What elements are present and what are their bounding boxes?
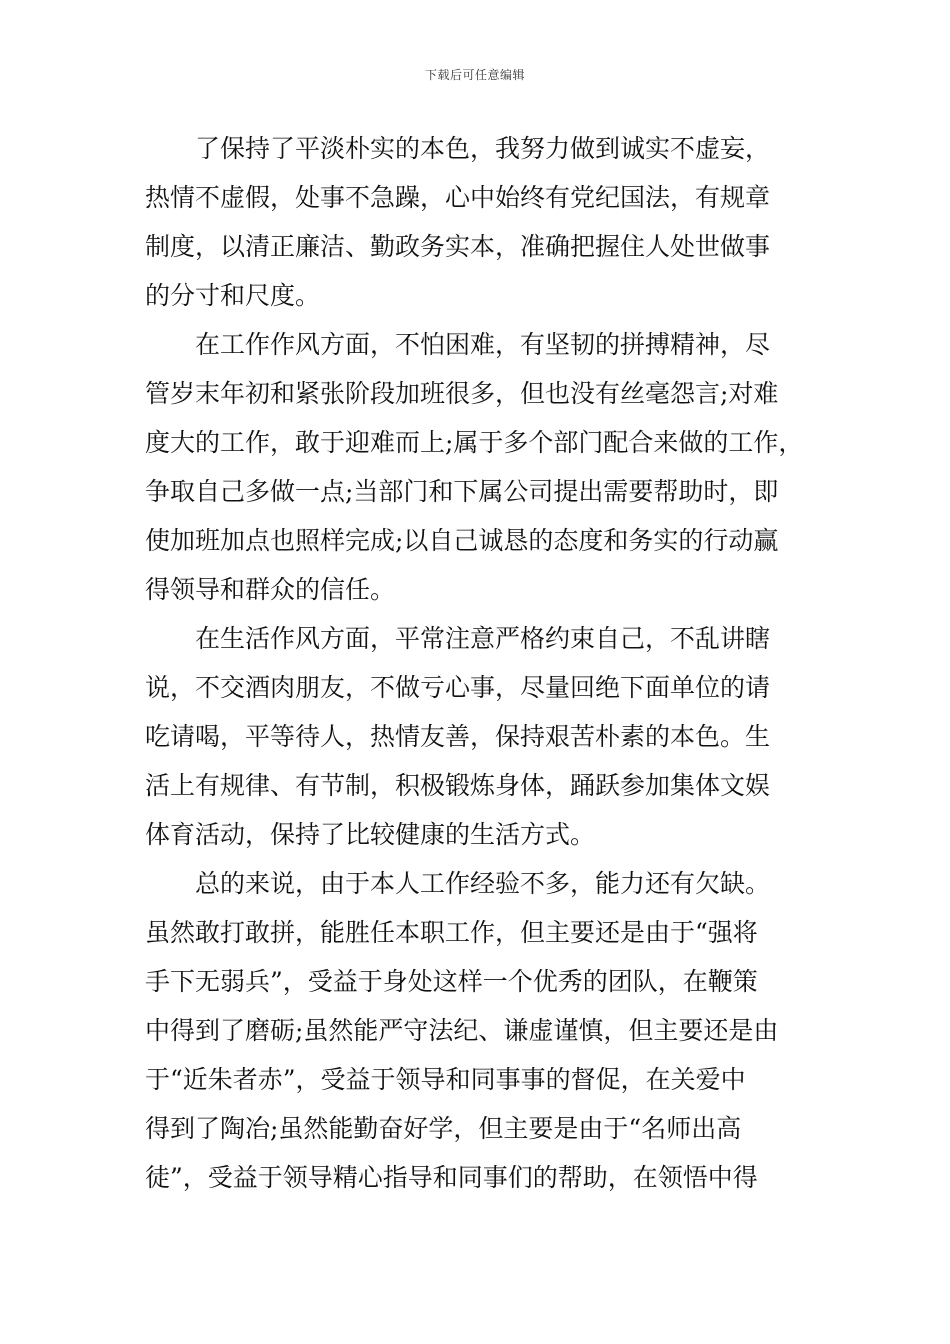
text-line: 使加班加点也照样完成;以自己诚恳的态度和务实的行动赢 <box>145 526 779 555</box>
text-line: 于“近朱者赤”，受益于领导和同事事的督促，在关爱中 <box>145 1065 746 1094</box>
text-line: 活上有规律、有节制，积极锻炼身体，踊跃参加集体文娱 <box>145 771 771 800</box>
text-line: 在工作作风方面，不怕困难，有坚韧的拼搏精神，尽 <box>145 330 771 359</box>
text-line: 得领导和群众的信任。 <box>145 575 396 604</box>
text-line: 争取自己多做一点;当部门和下属公司提出需要帮助时，即 <box>145 477 779 506</box>
text-line: 总的来说，由于本人工作经验不多，能力还有欠缺。 <box>145 869 771 898</box>
page-header: 下载后可任意编辑 <box>424 68 525 82</box>
text-line: 热情不虚假，处事不急躁，心中始终有党纪国法，有规章 <box>145 183 771 212</box>
paragraph <box>145 614 815 859</box>
text-line: 手下无弱兵”，受益于身处这样一个优秀的团队，在鞭策 <box>145 967 758 996</box>
text-line: 体育活动，保持了比较健康的生活方式。 <box>145 820 596 849</box>
text-line: 了保持了平淡朴实的本色，我努力做到诚实不虚妄， <box>145 134 771 163</box>
text-line: 的分寸和尺度。 <box>145 281 321 310</box>
text-line: 吃请喝，平等待人，热情友善，保持艰苦朴素的本色。生 <box>145 722 771 751</box>
text-line: 说，不交酒肉朋友，不做亏心事，尽量回绝下面单位的请 <box>145 673 771 702</box>
text-line: 管岁末年初和紧张阶段加班很多，但也没有丝毫怨言;对难 <box>145 379 779 408</box>
paragraph <box>145 859 815 1202</box>
text-line: 徒”，受益于领导精心指导和同事们的帮助，在领悟中得 <box>145 1163 758 1192</box>
text-line: 制度，以清正廉洁、勤政务实本，准确把握住人处世做事 <box>145 232 771 261</box>
text-line: 虽然敢打敢拼，能胜任本职工作，但主要还是由于“强将 <box>145 918 758 947</box>
paragraph <box>145 124 815 320</box>
text-line: 得到了陶冶;虽然能勤奋好学，但主要是由于“名师出高 <box>145 1114 742 1143</box>
text-line: 度大的工作，敢于迎难而上;属于多个部门配合来做的工作， <box>145 428 804 457</box>
paragraph <box>145 320 815 614</box>
text-line: 中得到了磨砺;虽然能严守法纪、谦虚谨慎，但主要还是由 <box>145 1016 779 1045</box>
text-line: 在生活作风方面，平常注意严格约束自己，不乱讲瞎 <box>145 624 771 653</box>
document-body <box>145 124 815 1202</box>
